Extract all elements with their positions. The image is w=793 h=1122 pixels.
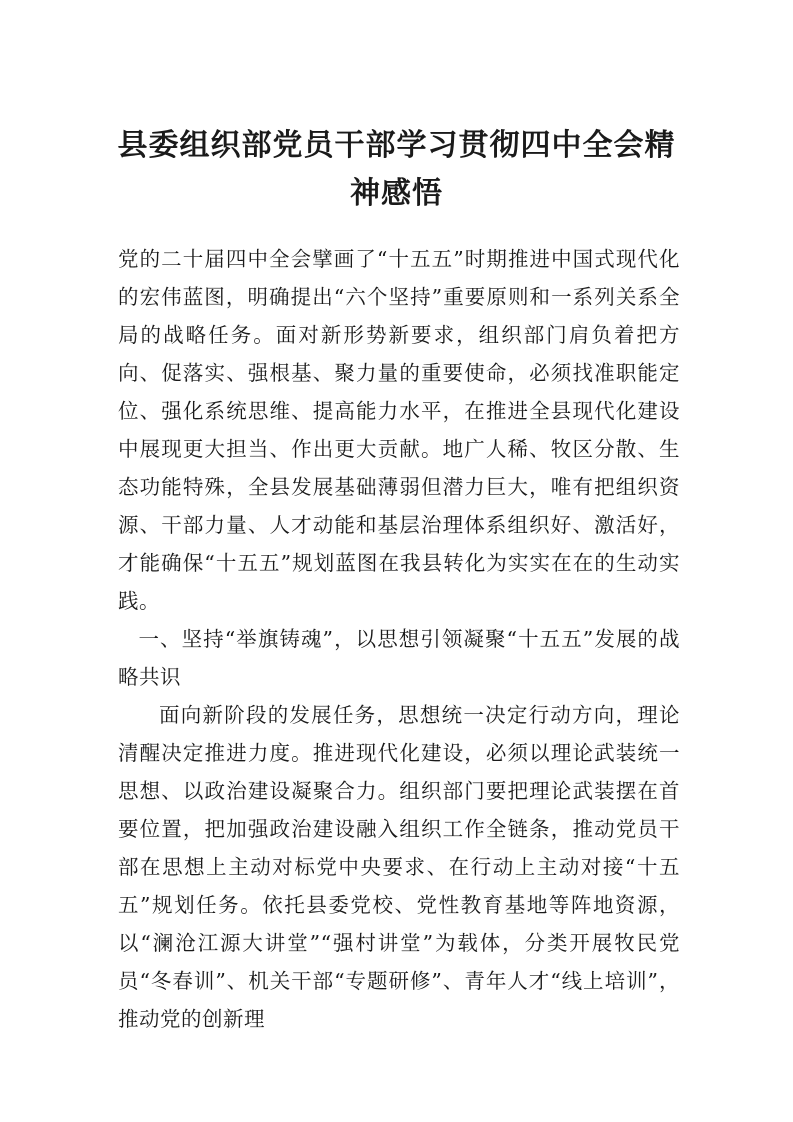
- intro-paragraph: 党的二十届四中全会擘画了“十五五”时期推进中国式现代化的宏伟蓝图，明确提出“六个坚持”重要原则和一系列关系全局的战略任务。面对新形势新要求，组织部门肩负着把方向、促落实、强根基、聚力量的重要使命，必须找准职能定位、强化系统思维、提高能力水平，在推进全县现代化建设中展现更大担当、作出更大贡献。地广人稀、牧区分散、生态功能特殊，全县发展基础薄弱但潜力巨大，唯有把组织资源、干部力量、人才动能和基层治理体系组织好、激活好，才能确保“十五五”规划蓝图在我县转化为实实在在的生动实践。: [118, 247, 680, 613]
- document-title: 县委组织部党员干部学习贯彻四中全会精神感悟: [117, 128, 676, 211]
- section-1-paragraph: 面向新阶段的发展任务，思想统一决定行动方向，理论清醒决定推进力度。推进现代化建设，必须以理论武装统一思想、以政治建设凝聚合力。组织部门要把理论武装摆在首要位置，把加强政治建设融入组织工作全链条，推动党员干部在思想上主动对标党中央要求、在行动上主动对接“十五五”规划任务。依托县委党校、党性教育基地等阵地资源，以“澜沧江源大讲堂”“强村讲堂”为载体，分类开展牧民党员“冬春训”、机关干部“专题研修”、青年人才“线上培训”，推动党的创新理: [118, 703, 680, 1031]
- document-body: [118, 240, 680, 1038]
- section-heading-1: 一、坚持“举旗铸魂”，以思想引领凝聚“十五五”发展的战略共识: [118, 627, 680, 689]
